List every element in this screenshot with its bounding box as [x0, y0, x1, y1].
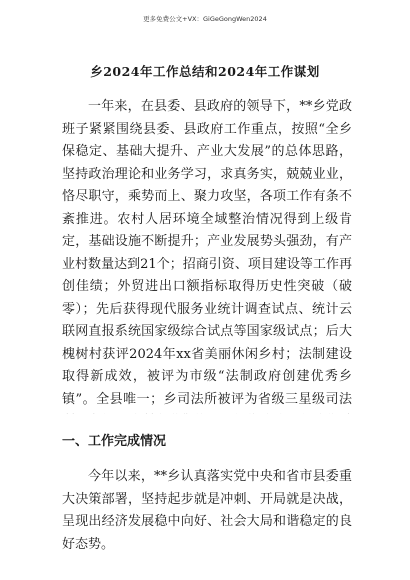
section-heading-work-completion: 一、工作完成情况 — [62, 434, 167, 449]
header-note: 更多免费公文+VX：GiGeGongWen2024 — [143, 15, 267, 23]
body-paragraph-1: 一年来，在县委、县政府的领导下，**乡党政班子紧紧围绕县委、县政府工作重点，按照“全乡保稳定、基础大提升、产业大发展”的总体思路，坚持政治理论和业务学习，求真务实，兢兢业业，恪尽职守，乘势而上、聚力攻坚，各项工作有条不紊推进。农村人居环境全域整治情况得到上级肯定，基础设施不断提升；产业发展势头强劲，有产业村数量达到21个；招商引资、项目建设等工作再创佳绩；外贸进出口额指标取得历史性突破（破零）；先后获得现代服务业统计调查试点、统计云联网直报系统国家级综合试点等国家级试点；后大槐树村获评2024年xx省美丽休闲乡村；法制建设取得新成效，被评为市级“法制政府创建优秀乡镇”。全县唯一；乡司法所被评为省级三星级司法 — [62, 99, 352, 407]
body-paragraph-2: 今年以来，**乡认真落实党中央和省市县委重大决策部署，坚持起步就是冲刺、开局就是决战，呈现出经济发展稳中向好、社会大局和谐稳定的良好态势。 — [62, 469, 352, 552]
document-title: 乡2024年工作总结和2024年工作谋划 — [90, 64, 320, 79]
